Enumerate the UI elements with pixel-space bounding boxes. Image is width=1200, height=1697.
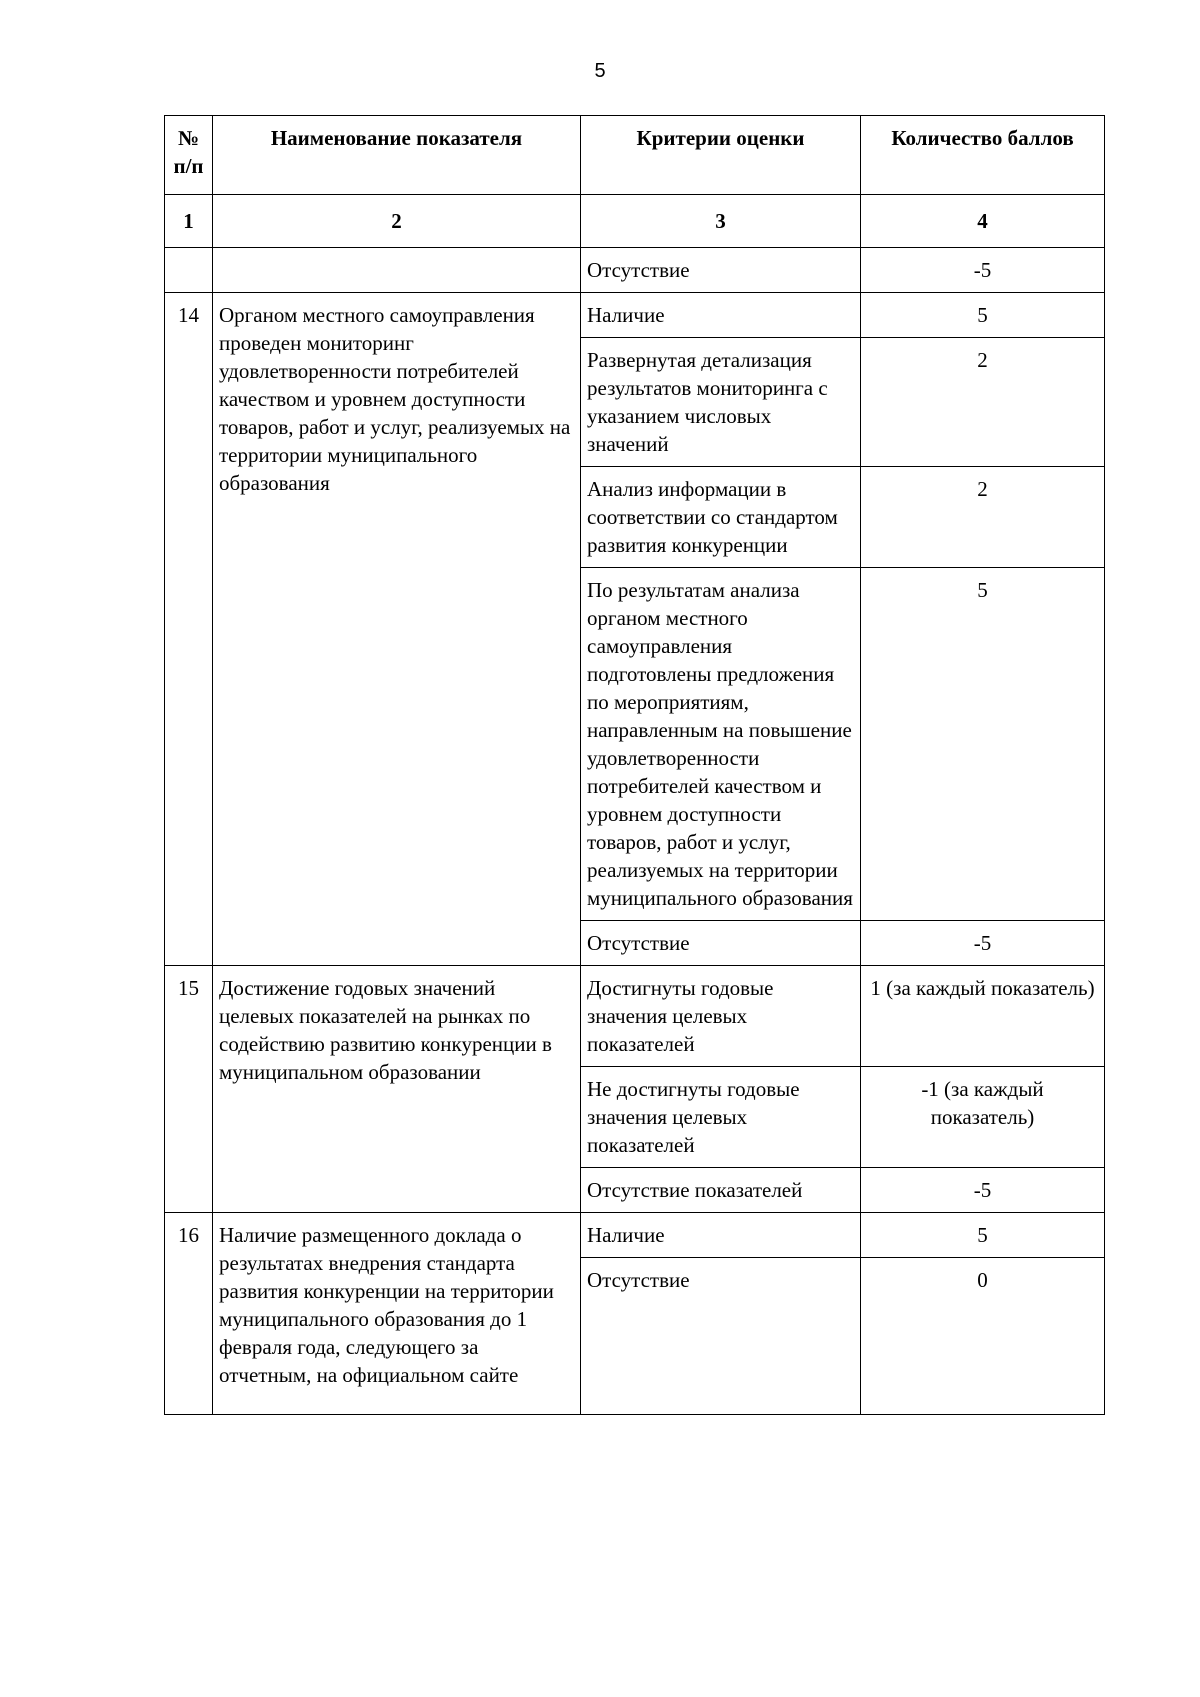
column-numbers-row: [165, 195, 1105, 248]
criterion-cell: Отсутствие: [581, 1258, 861, 1415]
column-number-cell: 4: [861, 195, 1105, 248]
criterion-cell: Наличие: [581, 293, 861, 338]
criterion-cell: Достигнуты годовые значения целевых показателей: [581, 966, 861, 1067]
indicator-name-cell: Достижение годовых значений целевых показателей на рынках по содействию развитию конкуренции в муниципальном образовании: [213, 966, 581, 1213]
criterion-cell: Отсутствие показателей: [581, 1168, 861, 1213]
criterion-cell: Наличие: [581, 1213, 861, 1258]
score-cell: 0: [861, 1258, 1105, 1415]
table-row: [165, 1213, 1105, 1258]
row-number-cell: 15: [165, 966, 213, 1213]
score-cell: -1 (за каждый показатель): [861, 1067, 1105, 1168]
header-cell-score: Количество баллов: [861, 116, 1105, 195]
column-number-cell: 2: [213, 195, 581, 248]
indicator-name-cell: Органом местного самоуправления проведен мониторинг удовлетворенности потребителей качеством и уровнем доступности товаров, работ и услуг, реализуемых на территории муниципального образования: [213, 293, 581, 966]
criterion-cell: Отсутствие: [581, 921, 861, 966]
header-cell-criteria: Критерии оценки: [581, 116, 861, 195]
indicator-name-cell: Наличие размещенного доклада о результатах внедрения стандарта развития конкуренции на территории муниципального образования до 1 февраля года, следующего за отчетным, на официальном сайте: [213, 1213, 581, 1415]
table-row: [165, 293, 1105, 338]
row-number-cell: 16: [165, 1213, 213, 1415]
criterion-cell: Развернутая детализация результатов мониторинга с указанием числовых значений: [581, 338, 861, 467]
criterion-cell: Не достигнуты годовые значения целевых показателей: [581, 1067, 861, 1168]
score-cell: 5: [861, 568, 1105, 921]
continuation-row: [165, 248, 1105, 293]
score-cell: 5: [861, 1213, 1105, 1258]
score-cell: -5: [861, 248, 1105, 293]
score-cell: 1 (за каждый показатель): [861, 966, 1105, 1067]
empty-num-cell: [165, 248, 213, 293]
column-number-cell: 3: [581, 195, 861, 248]
criteria-table: [164, 115, 1105, 1415]
page-number: 5: [594, 60, 606, 82]
score-cell: -5: [861, 1168, 1105, 1213]
column-number-cell: 1: [165, 195, 213, 248]
header-cell-num: № п/п: [165, 116, 213, 195]
criterion-cell: Отсутствие: [581, 248, 861, 293]
empty-name-cell: [213, 248, 581, 293]
criterion-cell: Анализ информации в соответствии со стандартом развития конкуренции: [581, 467, 861, 568]
score-cell: 5: [861, 293, 1105, 338]
table-row: [165, 966, 1105, 1067]
score-cell: 2: [861, 467, 1105, 568]
criterion-cell: По результатам анализа органом местного самоуправления подготовлены предложения по мероприятиям, направленным на повышение удовлетворенности потребителей качеством и уровнем доступности товаров, работ и услуг, реализуемых на территории муниципального образования: [581, 568, 861, 921]
score-cell: 2: [861, 338, 1105, 467]
score-cell: -5: [861, 921, 1105, 966]
header-cell-name: Наименование показателя: [213, 116, 581, 195]
row-number-cell: 14: [165, 293, 213, 966]
table-header-row: [165, 116, 1105, 195]
